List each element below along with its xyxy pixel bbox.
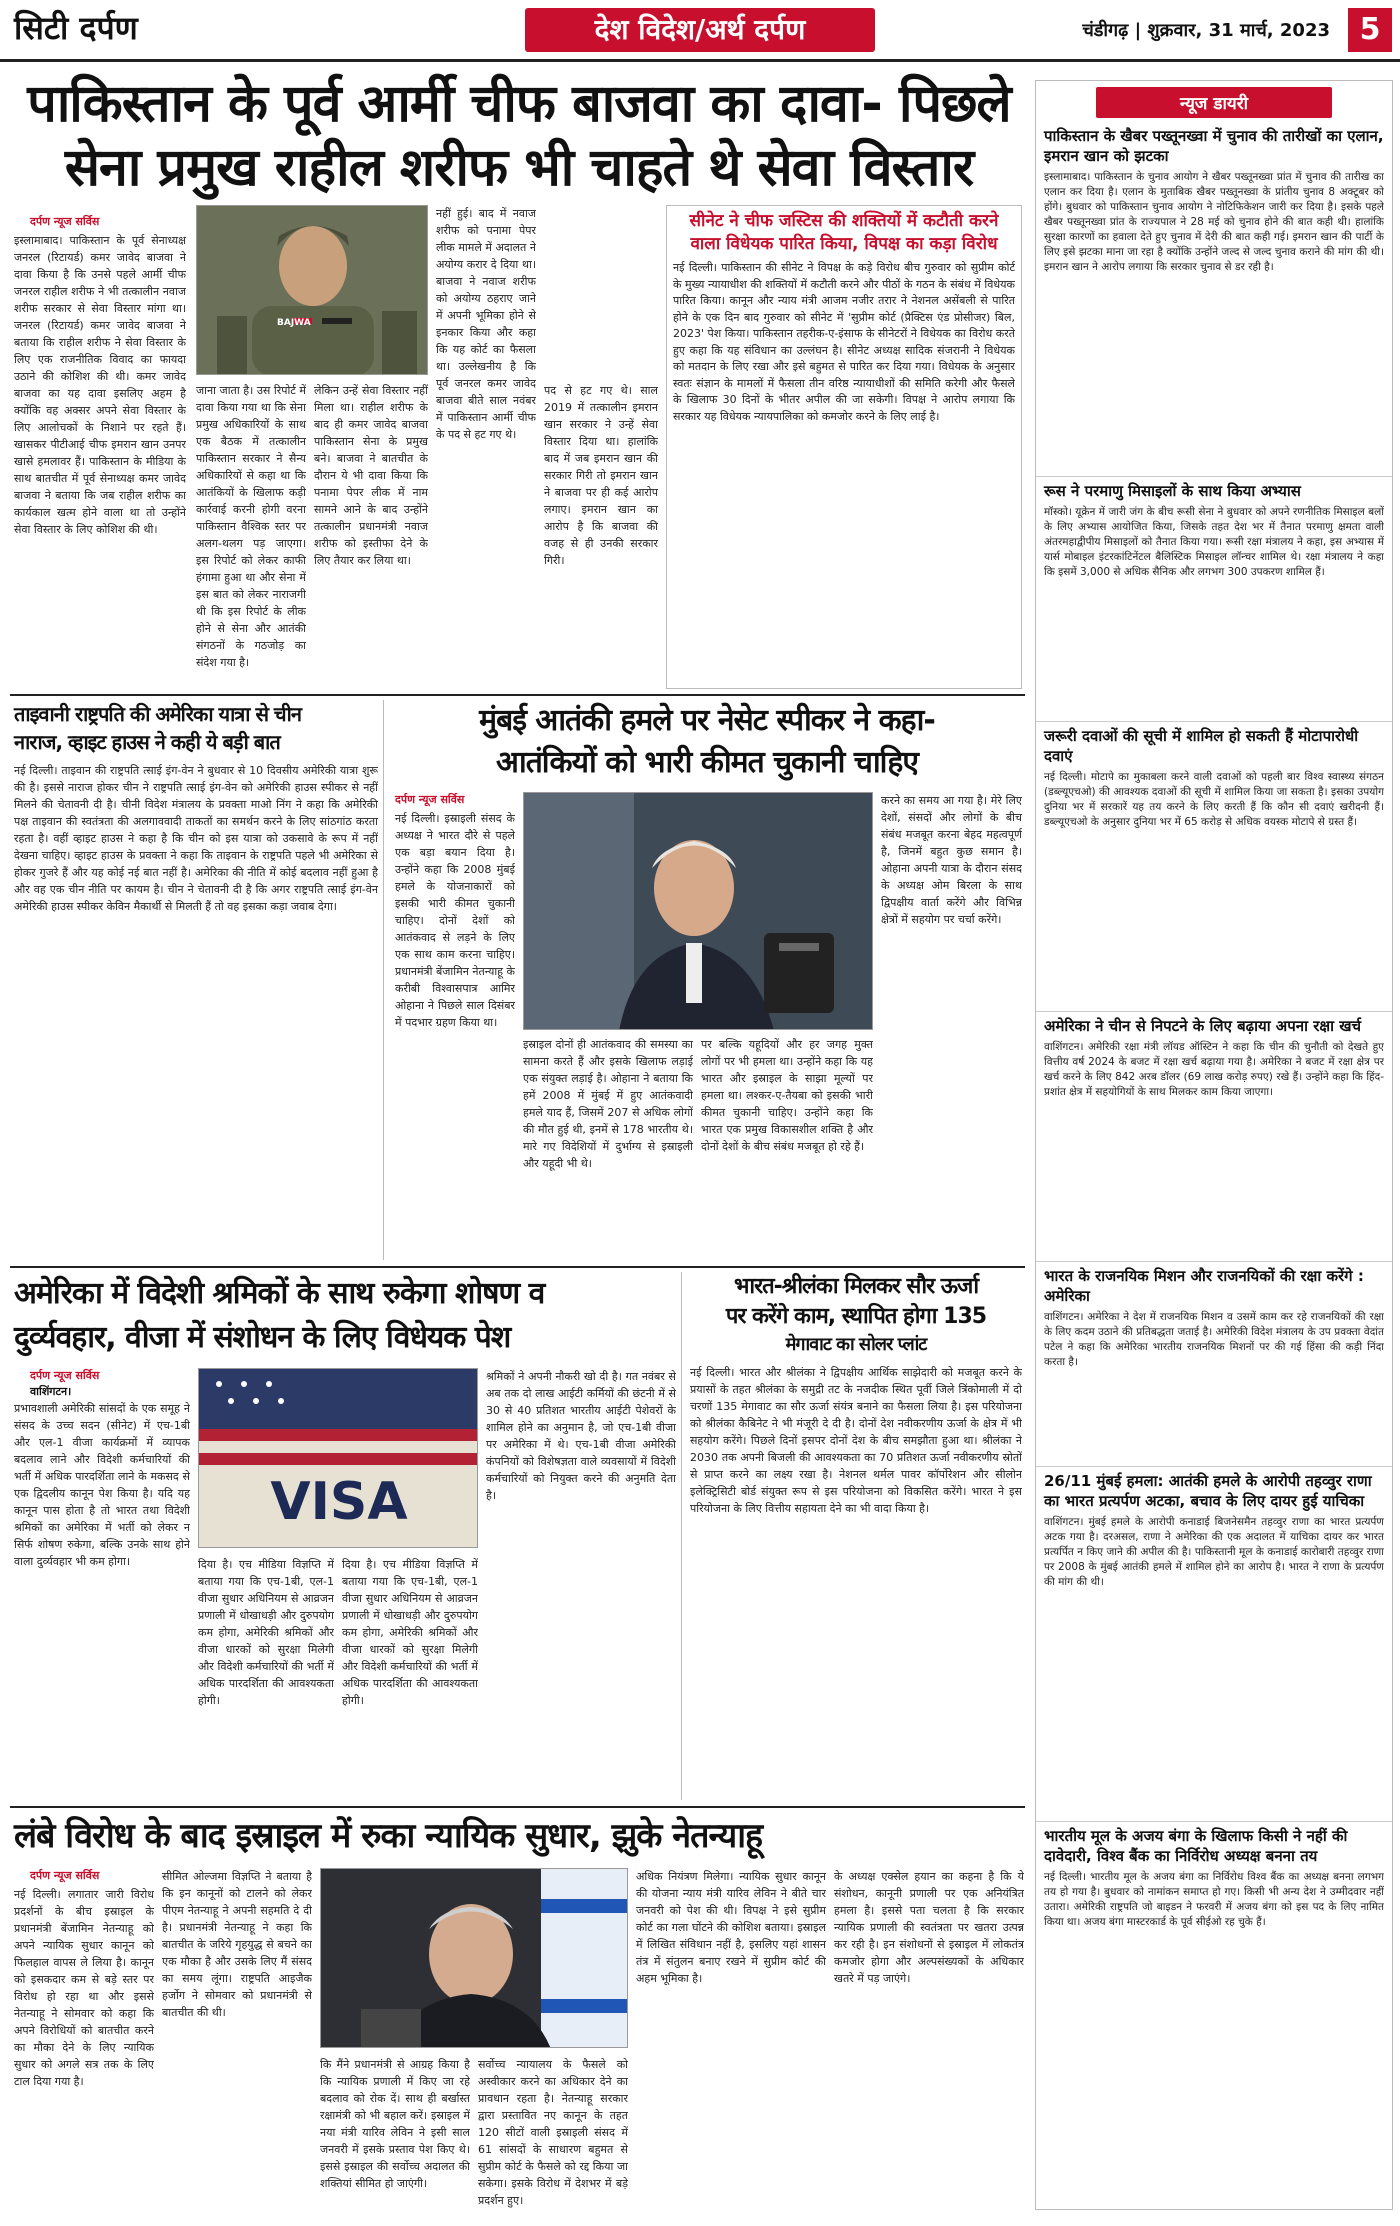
mumbai-story: [392, 700, 1022, 784]
sidebar-item-medicines: [1036, 722, 1392, 1012]
mumbai-column-1: नई दिल्ली। इस्राइली संसद के अध्यक्ष ने भारत दौरे से पहले एक बड़ा बयान दिया है। उन्होंने कहा कि 2008 मुंबई हमले के योजनाकारों को इसकी भारी कीमत चुकानी चाहिए। दोनों देशों को आतंकवाद से लड़ने के लिए एक साथ काम करना चाहिए। प्रधानमंत्री बेंजामिन नेतन्याहू के करीबी विश्वासपात्र आमिर ओहाना ने पिछले साल दिसंबर में पदभार ग्रहण किया था।: [395, 812, 515, 1029]
us-workers-place: वाशिंगटन।: [30, 1385, 72, 1398]
senate-body: नई दिल्ली। पाकिस्तान की सीनेट ने विपक्ष के कड़े विरोध बीच गुरुवार को सुप्रीम कोर्ट के मुख्य न्यायाधीश की शक्तियों में कटौती करने और पीठों के गठन के संबंध में विधेयक पारित किया। कानून और न्याय मंत्री आजम नजीर तरार ने नेशनल असेंबली से पारित होने के एक दिन बाद गुरुवार को सीनेट में 'सुप्रीम कोर्ट (प्रैक्टिस एंड प्रोसीजर) बिल, 2023' पेश किया। पाकिस्तान तहरीक-ए-इंसाफ के सीनेटरों ने विधेयक का विरोध करते हुए कहा कि यह संविधान का उल्लंघन है। सीनेट अध्यक्ष सादिक संजरानी ने विधेयक को मतदान के लिए रखा और इसे बहुमत से पारित कर दिया गया। विधेयक के अनुसार स्वतः संज्ञान के मामलों में फैसला तीन वरिष्ठ न्यायाधीशों की समिति करेगी और फैसले के खिलाफ 30 दिनों के भीतर अपील की जा सकेगी। विपक्ष ने आरोप लगाया कि सरकार यह विधेयक न्यायपालिका को कमजोर करने के लिए लाई है।: [673, 261, 1015, 423]
visa-word: VISA: [270, 1472, 408, 1532]
mumbai-headline-line-2: आतंकियों को भारी कीमत चुकानी चाहिए: [496, 745, 918, 780]
solar-headline-line-1: भारत-श्रीलंका मिलकर सौर ऊर्जा: [733, 1274, 979, 1299]
sidebar-item-us-defense: [1036, 1012, 1392, 1262]
israel-column-5: अधिक नियंत्रण मिलेगा। न्यायिक सुधार कानून की योजना न्याय मंत्री यारिव लेविन ने बीते चार जनवरी को पेश की थी। विपक्ष ने इसे सुप्रीम कोर्ट का गला घोंटने की कोशिश बताया। इस्राइल में लिखित संविधान नहीं है, इसलिए यहां शासन तंत्र में संतुलन बनाए रखने में सुप्रीम कोर्ट की अहम भूमिका है।: [636, 1870, 826, 1985]
sidebar-item-title: जरूरी दवाओं की सूची में शामिल हो सकती हैं मोटापारोधी दवाएं: [1044, 727, 1359, 765]
column-rule: [681, 1272, 682, 1800]
lead-headline-line-1: पाकिस्तान के पूर्व आर्मी चीफ बाजवा का दावा- पिछले: [27, 74, 1011, 134]
taiwan-headline-line-1: ताइवानी राष्ट्रपति की अमेरिका यात्रा से चीन: [14, 702, 301, 726]
sidebar-item-title: भारत के राजनयिक मिशन और राजनयिकों की रक्षा करेंगे : अमेरिका: [1044, 1267, 1364, 1305]
mumbai-column-4: करने का समय आ गया है। मेरे लिए देशों, संसदों और लोगों के बीच संबंध मजबूत करना बेहद महत्वपूर्ण है, जिनमें बहुत कुछ समान है। ओहाना अपनी यात्रा के दौरान संसद के अध्यक्ष ओम बिरला के साथ द्विपक्षीय वार्ता करेंगे और विभिन्न क्षेत्रों में सहयोग पर चर्चा करेंगे।: [881, 794, 1022, 926]
israel-headline: लंबे विरोध के बाद इस्राइल में रुका न्यायिक सुधार, झुके नेतन्याहू: [14, 1816, 763, 1856]
israel-story: [14, 1812, 1024, 1860]
sidebar-item-russia: [1036, 477, 1392, 722]
netanyahu-photo: [320, 1868, 628, 2048]
sidebar-item-title: अमेरिका ने चीन से निपटने के लिए बढ़ाया अपना रक्षा खर्च: [1044, 1017, 1362, 1035]
sidebar-item-diplomats: [1036, 1262, 1392, 1467]
sidebar-item-title: भारतीय मूल के अजय बंगा के खिलाफ किसी ने नहीं की दावेदारी, विश्व बैंक का निर्विरोध अध्यक्ष बनना तय: [1044, 1827, 1348, 1865]
lead-column-5: पद से हट गए थे। साल 2019 में तत्कालीन इमरान खान सरकार ने उन्हें सेवा विस्तार दिया था। हालांकि बाद में जब इमरान खान की सरकार गिरी तो इमरान खान ने बाजवा पर ही कई आरोप लगाए। इमरान खान का आरोप है कि बाजवा की वजह से ही उनकी सरकार गिरी।: [544, 384, 658, 567]
israel-column-3: कि मैंने प्रधानमंत्री से आग्रह किया है कि न्यायिक प्रणाली में किए जा रहे बदलाव को रोक दें। साथ ही बर्खास्त रक्षामंत्री को भी बहाल करें। इस्राइल में नया मंत्री यारिव लेविन ने इसी साल जनवरी में इसके प्रस्ताव पेश किए थे। इससे इस्राइल की सर्वोच्च अदालत की शक्तियां सीमित हो जाएंगी।: [320, 2058, 470, 2190]
solar-story: [690, 1272, 1022, 1768]
senate-headline: सीनेट ने चीफ जस्टिस की शक्तियों में कटौती करने वाला विधेयक पारित किया, विपक्ष का कड़ा विरोध: [689, 211, 999, 254]
news-diary-tag: न्यूज डायरी: [1096, 87, 1332, 118]
mumbai-column-3: पर बल्कि यहूदियों और हर जगह मुक्त लोगों पर भी हमला था। उन्होंने कहा कि यह भारत और इस्राइल के साझा मूल्यों पर हमला था। लश्कर-ए-तैयबा को इसकी भारी कीमत चुकानी चाहिए। उन्होंने कहा कि भारत एक प्रमुख विकासशील शक्ति है और दोनों देशों के बीच संबंध मजबूत हो रहे हैं।: [701, 1038, 873, 1153]
sidebar-item-rana: [1036, 1467, 1392, 1822]
sidebar-item-body: नई दिल्ली। भारतीय मूल के अजय बंगा का निर्विरोध विश्व बैंक का अध्यक्ष बनना लगभग तय हो गया है। बुधवार को नामांकन समाप्त हो गए। किसी भी अन्य देश ने उम्मीदवार नहीं उतारा। अमेरिकी राष्ट्रपति जो बाइडन ने फरवरी में अजय बंगा को इस पद के लिए नामित किया था। अजय बंगा मास्टरकार्ड के पूर्व सीईओ रह चुके हैं।: [1044, 1871, 1384, 1928]
ohana-photo: [523, 792, 873, 1030]
sidebar-item-title: रूस ने परमाणु मिसाइलों के साथ किया अभ्यास: [1044, 482, 1301, 500]
sidebar-item-body: वाशिंगटन। मुंबई हमले के आरोपी कनाडाई बिजनेसमैन तहव्वुर राणा का भारत प्रत्यर्पण अटक गया है। दरअसल, राणा ने अमेरिका की एक अदालत में याचिका दायर कर भारत प्रत्यर्पित न किए जाने की अपील की है। पाकिस्तानी मूल के कनाडाई कारोबारी तहव्वुर राणा पर 2008 के मुंबई आतंकी हमले में शामिल होने का आरोप है। भारत ने राणा के प्रत्यर्पण की मांग की थी।: [1044, 1516, 1384, 1588]
name-tag: BAJWA: [277, 318, 311, 328]
taiwan-headline-line-2: नाराज, व्हाइट हाउस ने कही ये बड़ी बात: [14, 730, 280, 754]
us-workers-byline: दर्पण न्यूज सर्विस: [30, 1369, 100, 1382]
masthead: [0, 0, 1400, 62]
solar-body: नई दिल्ली। भारत और श्रीलंका ने द्विपक्षीय आर्थिक साझेदारी को मजबूत करने के प्रयासों के तहत श्रीलंका के समुद्री तट के नजदीक स्थित पूर्वी जिले त्रिंकोमाली में दो चरणों 135 मेगावाट का सौर ऊर्जा संयंत्र बनाने का फैसला लिया है। इस परियोजना को श्रीलंका कैबिनेट ने भी मंजूरी दे दी है। दोनों देश नवीकरणीय ऊर्जा के क्षेत्र में भी सहयोग करेंगे। पिछले दिनों इसपर दोनों देश के बीच समझौता हुआ था। श्रीलंका ने 2030 तक अपनी बिजली की आवश्यकता का 70 प्रतिशत ऊर्जा नवीकरणीय स्रोतों से प्राप्त करने का लक्ष्य रखा है। नेशनल थर्मल पावर कॉर्पोरेशन और सीलोन इलेक्ट्रिसिटी बोर्ड संयुक्त रूप से इस परियोजना को विकसित करेंगे। भारत ने इस परियोजना के लिए वित्तीय सहायता देने का भी वादा किया है।: [690, 1366, 1022, 1515]
divider: [10, 1266, 1025, 1268]
sidebar-item-banga: [1036, 1822, 1392, 2096]
column-rule: [383, 700, 384, 1260]
us-workers-column-1: प्रभावशाली अमेरिकी सांसदों के एक समूह ने संसद के उच्च सदन (सीनेट) में एच-1बी और एल-1 वीजा कार्यक्रमों में व्यापक बदलाव लाने और विदेशी कर्मचारियों की भर्ती में अधिक पारदर्शिता लाने के मकसद से एक द्विदलीय कानून पेश किया है। यदि यह कानून पास होता है तो भारत तथा विदेशी श्रमिकों का अमेरिका में भर्ती को लेकर न सिर्फ शोषण रुकेगा, बल्कि उनके साथ होने वाला दुर्व्यवहार भी कम होगा।: [14, 1402, 190, 1568]
page-number: 5: [1348, 8, 1392, 52]
mumbai-column-2: इस्राइल दोनों ही आतंकवाद की समस्या का सामना करते हैं और इसके खिलाफ लड़ाई एक संयुक्त लड़ाई है। ओहाना ने बताया कि हमें 2008 में मुंबई में हुए आतंकवादी हमले याद हैं, जिसमें 207 से अधिक लोगों की मौत हुई थी, इनमें से 178 भारतीय थे। मारे गए विदेशियों में दुर्भाग्य से इस्राइली और यहूदी भी थे।: [523, 1038, 693, 1170]
minister-portrait-icon: [321, 1869, 628, 2048]
lead-story: [14, 72, 1024, 200]
newspaper-logo: सिटी दर्पण: [14, 9, 138, 47]
israel-byline: दर्पण न्यूज सर्विस: [30, 1869, 100, 1882]
bajwa-photo: [196, 205, 428, 375]
taiwan-story: [14, 700, 378, 1260]
sidebar-item-body: इस्लामाबाद। पाकिस्तान के चुनाव आयोग ने खैबर पख्तूनख्वा प्रांत में चुनाव की तारीख का एलान कर दिया है। एलान के मुताबिक खैबर पख्तूनख्वा के प्रांतीय चुनाव 8 अक्टूबर को होंगे। बुधवार को पाकिस्तान चुनाव आयोग ने नोटिफिकेशन जारी कर दिया है। इसके पहले खैबर पख्तूनख्वा प्रांत के राज्यपाल ने 28 मई को चुनाव होने की बात कही थी। हालांकि सुरक्षा कारणों का हवाला देते हुए चुनाव में देरी की बात कही गई। इमरान खान की पार्टी के लिए इसे झटका माना जा रहा है क्योंकि उन्होंने जल्द से जल्द चुनाव कराने की मांग की थी। इमरान खान ने आरोप लगाया कि सरकार चुनाव से डर रही है।: [1044, 171, 1384, 273]
section-title: देश विदेश/अर्थ दर्पण: [525, 8, 875, 52]
israel-column-2: सीमित ओल्जमा विज्ञप्ति ने बताया है कि इन कानूनों को टालने को लेकर पीएम नेतन्याहू ने अपनी सहमति दे दी है। प्रधानमंत्री नेतन्याहू ने कहा कि बातचीत के जरिये गृहयुद्ध से बचने का एक मौका है और उसके लिए मैं संसद का समय लूंगा। राष्ट्रपति आइजैक हर्जोग ने सोमवार को प्रधानमंत्री से बातचीत की थी।: [162, 1870, 312, 2019]
divider: [10, 694, 1025, 696]
us-workers-column-2: दिया है। एच मीडिया विज्ञप्ति में बताया गया कि एच-1बी, एल-1 वीजा सुधार अधिनियम से आव्रजन प्रणाली में धोखाधड़ी और दुरुपयोग कम होगा, अमेरिकी श्रमिकों और वीजा धारकों को सुरक्षा मिलेगी और विदेशी कर्मचारियों की भर्ती में अधिक पारदर्शिता की आवश्यकता होगी।: [198, 1558, 334, 1707]
visa-document-icon: [199, 1369, 478, 1548]
lead-byline: दर्पण न्यूज सर्विस: [30, 215, 100, 228]
sidebar-item-body: वाशिंगटन। अमेरिका ने देश में राजनयिक मिशन व उसमें काम कर रहे राजनयिकों की रक्षा के लिए कदम उठाने की प्रतिबद्धता जताई है। अमेरिकी विदेश मंत्रालय के उप प्रवक्ता वेदांत पटेल ने कहा कि अमेरिका भारतीय राजनयिक मिशनों पर की गई हिंसा की कड़ी निंदा करता है।: [1044, 1311, 1384, 1368]
mumbai-headline-line-1: मुंबई आतंकी हमले पर नेसेट स्पीकर ने कहा-: [479, 703, 935, 738]
sidebar-item-title: पाकिस्तान के खैबर पख्तूनख्वा में चुनाव की तारीखों का एलान, इमरान खान को झटका: [1044, 127, 1384, 165]
soldier-portrait-icon: [197, 206, 428, 375]
lead-column-2: जाना जाता है। उस रिपोर्ट में दावा किया गया था कि सेना प्रमुख अधिकारियों के साथ एक बैठक में तत्कालीन पाकिस्तान सरकार ने सैन्य अधिकारियों से कहा था कि आतंकियों के खिलाफ कड़ी कार्रवाई करनी होगी वरना पाकिस्तान वैश्विक स्तर पर अलग-थलग पड़ जाएगा। इस रिपोर्ट को लेकर काफी हंगामा हुआ था और सेना में इस बात को लेकर नाराजगी थी कि इस रिपोर्ट के लीक होने से सेना और आतंकी संगठनों के गठजोड़ का संदेश गया है।: [196, 384, 306, 669]
israel-column-6: के अध्यक्ष एक्सेल हयान का कहना है कि ये संशोधन, कानूनी प्रणाली पर एक अनियंत्रित हमला है। इससे पता चलता है कि सरकार न्यायिक प्रणाली की स्वतंत्रता पर खतरा उत्पन्न कर रही है। इन संशोधनों से इस्राइल में लोकतंत्र कमजोर होगा और अल्पसंख्यकों के अधिकार खतरे में पड़ जाएंगे।: [834, 1870, 1024, 1985]
senate-story: [666, 205, 1022, 689]
solar-headline-line-2: पर करेंगे काम, स्थापित होगा 135: [725, 1304, 987, 1329]
us-workers-column-2b: दिया है। एच मीडिया विज्ञप्ति में बताया गया कि एच-1बी, एल-1 वीजा सुधार अधिनियम से आव्रजन प्रणाली में धोखाधड़ी और दुरुपयोग कम होगा, अमेरिकी श्रमिकों और वीजा धारकों को सुरक्षा मिलेगी और विदेशी कर्मचारियों की भर्ती में अधिक पारदर्शिता की आवश्यकता होगी।: [342, 1558, 478, 1707]
us-workers-column-3: श्रमिकों ने अपनी नौकरी खो दी है। गत नवंबर से अब तक दो लाख आईटी कर्मियों की छंटनी में से 30 से 40 प्रतिशत भारतीय आईटी पेशेवरों के शामिल होने का अनुमान है, जो एच-1बी वीजा पर अमेरिका में थे। एच-1बी वीजा अमेरिकी कंपनियों को विशेषज्ञता वाले व्यवसायों में विदेशी कर्मचारियों को नियुक्त करने की अनुमति देता है।: [486, 1370, 676, 1502]
divider: [10, 1806, 1025, 1808]
speaker-portrait-icon: [524, 793, 873, 1030]
sidebar-item-title: 26/11 मुंबई हमला: आतंकी हमले के आरोपी तहव्वुर राणा का भारत प्रत्यर्पण अटका, बचाव के लिए दायर हुई याचिका: [1044, 1472, 1372, 1510]
israel-column-1: नई दिल्ली। लगातार जारी विरोध प्रदर्शनों के बीच इस्राइल के प्रधानमंत्री बेंजामिन नेतन्याहू को अपने न्यायिक सुधार कानून को फिलहाल वापस ले लिया है। कानून को इसकदार कम से बड़े स्तर पर विरोध हो रहा था और इससे नेतन्याहू ने सोमवार को कहा कि अपने विरोधियों को बातचीत करने का मौका देने के लिए न्यायिक सुधार को अगले सत्र तक के लिए टाल दिया गया है।: [14, 1888, 154, 2088]
visa-photo: [198, 1368, 478, 1548]
us-workers-headline-line-1: अमेरिका में विदेशी श्रमिकों के साथ रुकेगा शोषण व: [14, 1276, 545, 1311]
us-workers-headline-line-2: दुर्व्यवहार, वीजा में संशोधन के लिए विधेयक पेश: [14, 1320, 511, 1355]
sidebar-item-body: नई दिल्ली। मोटापे का मुकाबला करने वाली दवाओं को पहली बार विश्व स्वास्थ्य संगठन (डब्ल्यूएचओ) की आवश्यक दवाओं की सूची में शामिल किया जा सकता है। इसका उपयोग दुनिया भर में सरकारें यह तय करने के लिए करती हैं कि कौन सी दवाएं खरीदनी हैं। डब्ल्यूएचओ के अनुसार दुनिया भर में 65 करोड़ से अधिक वयस्क मोटापे से ग्रस्त हैं।: [1044, 771, 1384, 828]
taiwan-body: नई दिल्ली। ताइवान की राष्ट्रपति त्साई इंग-वेन ने बुधवार से 10 दिवसीय अमेरिकी यात्रा शुरू की है। इससे नाराज होकर चीन ने राष्ट्रपति त्साई इंग-वेन को अमेरिकी हाउस स्पीकर से नहीं मिलने की चेतावनी दी है। चीनी विदेश मंत्रालय के प्रवक्ता माओ निंग ने कहा कि अमेरिकी पक्ष ताइवान की स्वतंत्रता की अलगाववादी ताकतों का समर्थन करने के लिए सांठगांठ करता रहता है। वहीं व्हाइट हाउस ने कहा है कि चीन को इस यात्रा को उकसावे के रूप में नहीं देखना चाहिए। व्हाइट हाउस के प्रवक्ता ने कहा कि ताइवान के राष्ट्रपति पहले भी अमेरिका से होकर गुजरे हैं और यह कोई नई बात नहीं है। अमेरिका की नीति में कोई बदलाव नहीं हुआ है और वह एक चीन नीति पर कायम है। चीन ने चेतावनी दी है कि अगर राष्ट्रपति त्साई इंग-वेन अमेरिकी हाउस स्पीकर केविन मैकार्थी से मिलती हैं तो वह इसका कड़ा जवाब देगा।: [14, 764, 378, 913]
israel-column-4: सर्वोच्च न्यायालय के फैसले को अस्वीकार करने का अधिकार देने का प्रावधान रहता है। नेतन्याहू सरकार द्वारा प्रस्तावित नए कानून के तहत 120 सीटों वाली इस्राइली संसद में 61 सांसदों के साधारण बहुमत से सुप्रीम कोर्ट के फैसले को रद्द किया जा सकेगा। इसके विरोध में देशभर में बड़े प्रदर्शन हुए।: [478, 2058, 628, 2207]
sidebar-item-body: मॉस्को। यूक्रेन में जारी जंग के बीच रूसी सेना ने बुधवार को अपने रणनीतिक मिसाइल बलों के लिए अभ्यास आयोजित किया, जिसके तहत देश भर में तैनात परमाणु क्षमता वाली अंतरमहाद्वीपीय मिसाइलों को तैनात किया गया। रूसी रक्षा मंत्रालय ने कहा, इस अभ्यास में यार्स मोबाइल इंटरकांटिनेंटल बैलिस्टिक मिसाइल लॉन्चर शामिल थे। रक्षा मंत्रालय ने कहा कि इसमें 3,000 से अधिक सैनिक और लगभग 300 उपकरण शामिल हैं।: [1044, 506, 1384, 578]
dateline: चंडीगढ़ | शुक्रवार, 31 मार्च, 2023: [1082, 20, 1330, 41]
us-workers-story: [14, 1272, 674, 1360]
lead-column-3: नहीं हुई। बाद में नवाज शरीफ को पनामा पेपर लीक मामले में अदालत ने अयोग्य करार दे दिया था। बाजवा ने नवाज शरीफ को अयोग्य ठहराए जाने में अपनी भूमिका होने से इनकार किया और कहा कि यह कोर्ट का फैसला था। उल्लेखनीय है कि पूर्व जनरल कमर जावेद बाजवा बीते साल नवंबर में पाकिस्तान आर्मी चीफ के पद से हट गए थे।: [436, 207, 536, 441]
mumbai-byline: दर्पण न्यूज सर्विस: [395, 793, 465, 806]
lead-headline-line-2: सेना प्रमुख राहील शरीफ भी चाहते थे सेवा विस्तार: [64, 138, 974, 198]
solar-headline-line-3: मेगावाट का सोलर प्लांट: [785, 1334, 927, 1355]
lead-column-4: लेकिन उन्हें सेवा विस्तार नहीं मिला था। राहील शरीफ के बाद ही कमर जावेद बाजवा पाकिस्तान सेना के प्रमुख बने। बाजवा ने बातचीत के दौरान ये भी दावा किया कि पनामा पेपर लीक में नाम सामने आने के बाद उन्होंने तत्कालीन प्रधानमंत्री नवाज शरीफ को इस्तीफा देने के लिए तैयार कर लिया था।: [314, 384, 428, 567]
lead-column-1: इस्लामाबाद। पाकिस्तान के पूर्व सेनाध्यक्ष जनरल (रिटायर्ड) कमर जावेद बाजवा ने दावा किया है कि उनसे पहले आर्मी चीफ जनरल राहील शरीफ ने भी तत्कालीन नवाज शरीफ सरकार से सेवा विस्तार मांगा था। जनरल (रिटायर्ड) कमर जावेद बाजवा ने बताया कि राहील शरीफ ने सेवा विस्तार के लिए एक राजनीतिक विवाद का फायदा उठाने की कोशिश की थी। कमर जावेद बाजवा का यह दावा इसलिए अहम है क्योंकि वह अक्सर अपने सेवा विस्तार के लिए आलोचकों के निशाने पर रहते हैं। खासकर पीटीआई चीफ इमरान खान उनपर खासे हमलावर हैं। पाकिस्तान के मीडिया के साथ बातचीत में पूर्व सेनाध्यक्ष कमर जावेद बाजवा ने बताया कि जब राहील शरीफ का कार्यकाल खत्म होने वाला था तो उन्होंने सेवा विस्तार के लिए कोशिश की थी।: [14, 234, 186, 536]
news-diary-sidebar: [1035, 80, 1393, 2210]
sidebar-item-pakistan: [1036, 122, 1392, 477]
sidebar-item-body: वाशिंगटन। अमेरिकी रक्षा मंत्री लॉयड ऑस्टिन ने कहा कि चीन की चुनौती को देखते हुए वित्तीय वर्ष 2024 के बजट में रक्षा खर्च बढ़ाया गया है। अमेरिका ने बजट में रक्षा क्षेत्र पर खर्च करने के लिए 842 अरब डॉलर (69 लाख करोड़ रुपए) रखे हैं। उन्होंने कहा कि हिंद-प्रशांत क्षेत्र में सहयोगियों के साथ मिलकर काम किया जाएगा।: [1044, 1041, 1384, 1098]
